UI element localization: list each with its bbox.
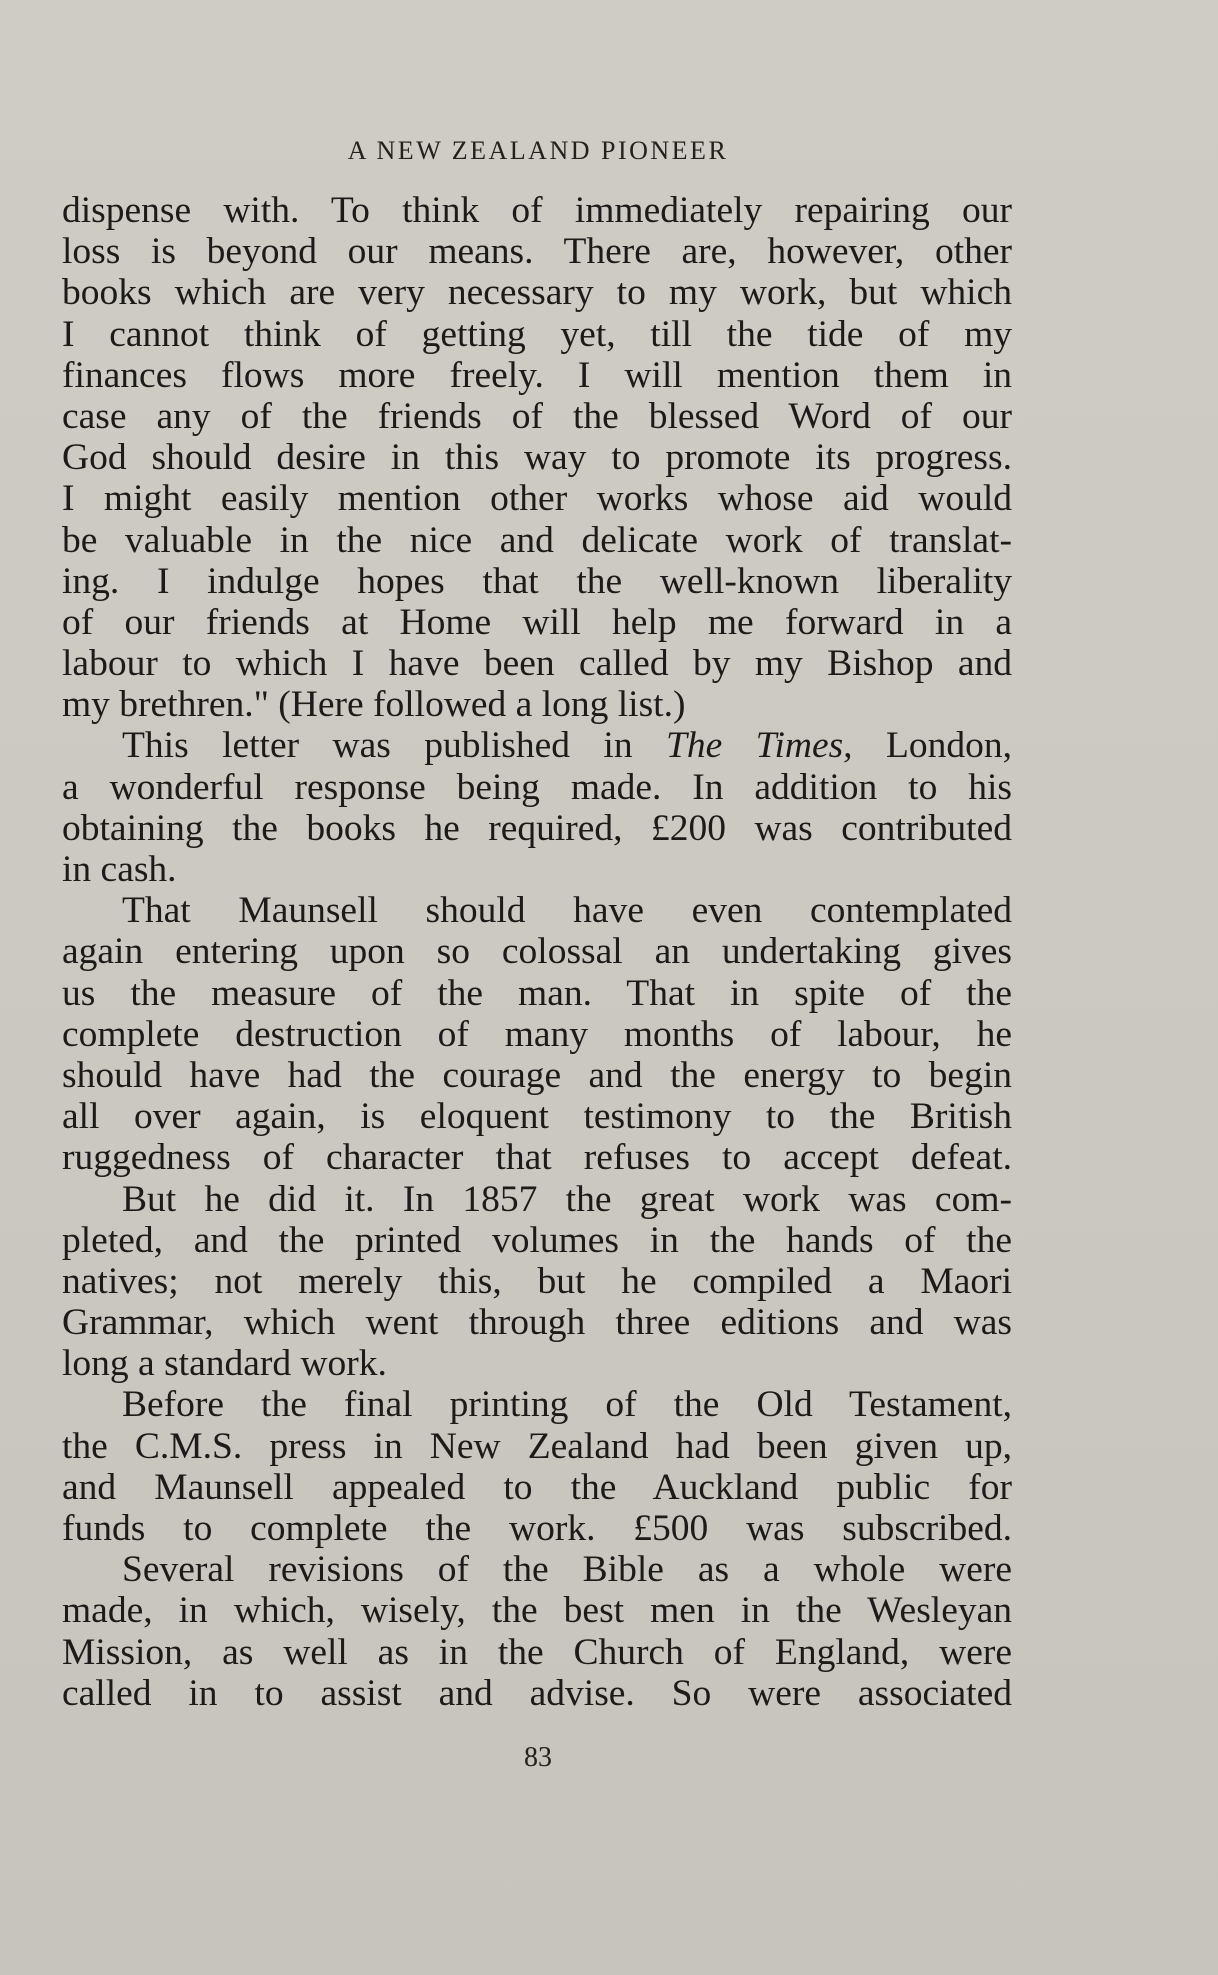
text-line-tail: London,	[852, 725, 1012, 767]
text-line	[62, 643, 1012, 684]
text-line-content: ruggedness of character that refuses to accept defeat.	[62, 1137, 1012, 1179]
text-line	[62, 1590, 1012, 1631]
text-line	[62, 314, 1012, 355]
text-line-content: should have had the courage and the energy to begin	[62, 1054, 1012, 1096]
text-line	[62, 1220, 1012, 1261]
text-line-content: I cannot think of getting yet, till the tide of my	[62, 313, 1012, 355]
text-line	[62, 973, 1012, 1014]
text-line	[62, 1384, 1012, 1425]
text-line-content: my brethren." (Here followed a long list.)	[62, 684, 686, 726]
italic-title: The Times,	[666, 725, 853, 767]
text-line	[62, 1343, 1012, 1384]
text-line-content: dispense with. To think of immediately repairing our	[62, 190, 1012, 231]
text-line	[62, 1673, 1012, 1714]
text-line-content: loss is beyond our means. There are, however, other	[62, 231, 1012, 273]
text-line	[62, 931, 1012, 972]
text-line	[62, 1179, 1012, 1220]
text-line-content: again entering upon so colossal an undertaking gives	[62, 931, 1012, 973]
text-line	[62, 1137, 1012, 1178]
text-line	[62, 437, 1012, 478]
text-line-content: God should desire in this way to promote its progress.	[62, 437, 1012, 479]
text-line	[62, 190, 1012, 231]
page-number: 83	[524, 1742, 552, 1773]
text-line-content: natives; not merely this, but he compiled a Maori	[62, 1260, 1012, 1302]
text-line	[62, 478, 1012, 519]
text-line	[62, 1302, 1012, 1343]
text-line	[62, 520, 1012, 561]
text-line-content: complete destruction of many months of labour, he	[62, 1013, 1012, 1055]
text-line	[62, 1549, 1012, 1590]
text-line-content: Before the final printing of the Old Testament,	[122, 1384, 1012, 1426]
text-line	[62, 1055, 1012, 1096]
text-line-content: long a standard work.	[62, 1343, 387, 1385]
text-line-content: in cash.	[62, 849, 177, 890]
text-line-content: That Maunsell should have even contemplated	[122, 890, 1012, 932]
text-line	[62, 272, 1012, 313]
text-line	[62, 1467, 1012, 1508]
text-line-content: This letter was published in	[122, 725, 667, 767]
text-line	[62, 231, 1012, 272]
text-line-content: books which are very necessary to my work, but which	[62, 272, 1012, 314]
text-line-content: Grammar, which went through three editions and was	[62, 1302, 1012, 1344]
text-line-content: us the measure of the man. That in spite of the	[62, 972, 1012, 1014]
text-line	[62, 1508, 1012, 1549]
text-line-content: made, in which, wisely, the best men in the Wesleyan	[62, 1590, 1012, 1632]
text-line	[62, 849, 1012, 890]
text-line-content: labour to which I have been called by my Bishop and	[62, 643, 1012, 685]
text-line	[62, 1014, 1012, 1055]
text-line	[62, 1632, 1012, 1673]
text-line	[62, 602, 1012, 643]
text-line-content: Mission, as well as in the Church of England, were	[62, 1631, 1012, 1673]
text-line	[62, 355, 1012, 396]
running-head-title: A NEW ZEALAND PIONEER	[347, 136, 729, 165]
text-line-content: called in to assist and advise. So were associated	[62, 1672, 1012, 1714]
text-line-content: I might easily mention other works whose aid would	[62, 478, 1012, 520]
text-line-content: finances flows more freely. I will mention them in	[62, 354, 1012, 396]
text-line-content: case any of the friends of the blessed Word of our	[62, 395, 1012, 437]
text-line	[62, 1426, 1012, 1467]
text-line-content: But he did it. In 1857 the great work was com-	[122, 1178, 1012, 1220]
text-line-content: the C.M.S. press in New Zealand had been given up,	[62, 1425, 1012, 1467]
text-line-content: be valuable in the nice and delicate work of translat-	[62, 519, 1012, 561]
text-line	[62, 725, 1012, 766]
text-line-content: all over again, is eloquent testimony to the British	[62, 1096, 1012, 1138]
text-line	[62, 396, 1012, 437]
text-line	[62, 1096, 1012, 1137]
body-text-block	[62, 190, 1012, 1714]
text-line	[62, 561, 1012, 602]
text-line	[62, 767, 1012, 808]
text-line	[62, 684, 1012, 725]
text-line-content: pleted, and the printed volumes in the hands of the	[62, 1219, 1012, 1261]
text-line-content: ing. I indulge hopes that the well-known liberality	[62, 560, 1012, 602]
text-line	[62, 808, 1012, 849]
text-line-content: and Maunsell appealed to the Auckland public for	[62, 1466, 1012, 1508]
text-line	[62, 1261, 1012, 1302]
text-line-content: obtaining the books he required, £200 was contributed	[62, 807, 1012, 849]
text-line-content: of our friends at Home will help me forward in a	[62, 601, 1012, 643]
text-line-content: funds to complete the work. £500 was subscribed.	[62, 1508, 1012, 1549]
text-line	[62, 890, 1012, 931]
text-line-content: Several revisions of the Bible as a whole were	[122, 1549, 1012, 1591]
text-line-content: a wonderful response being made. In addition to his	[62, 766, 1012, 808]
